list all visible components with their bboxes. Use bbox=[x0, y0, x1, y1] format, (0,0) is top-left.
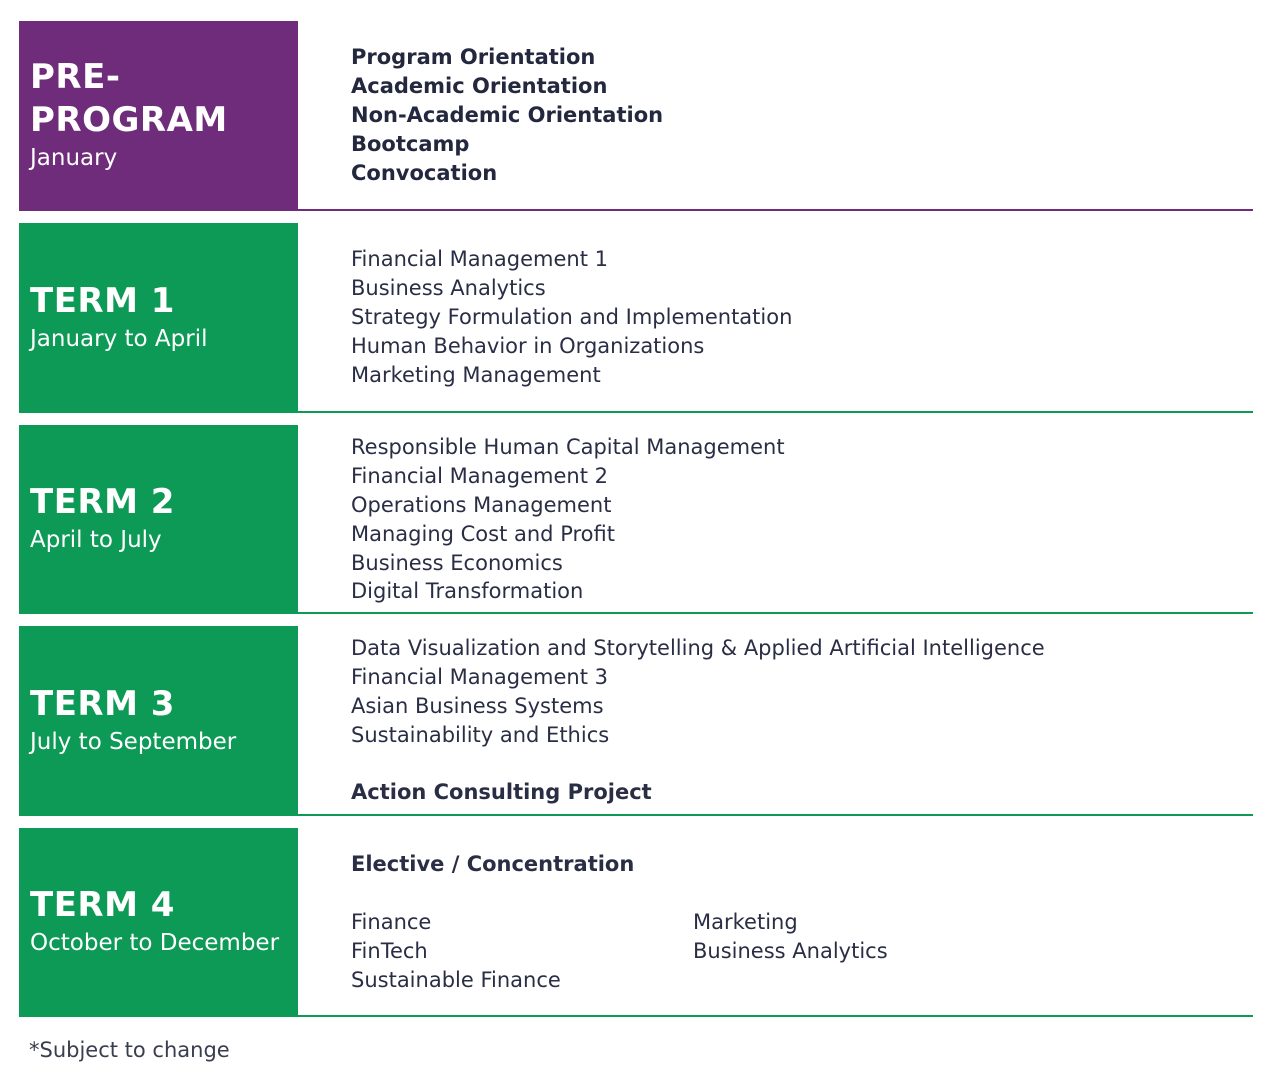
elective-item: Finance bbox=[351, 910, 432, 934]
term-2-courses bbox=[351, 425, 1253, 612]
pre-program-item: Convocation bbox=[351, 161, 498, 185]
pre-program-period: January bbox=[30, 145, 118, 171]
row-pre-program bbox=[19, 21, 1253, 211]
course-item: Operations Management bbox=[351, 493, 612, 517]
pre-program-title-line-1: PRE- bbox=[30, 57, 121, 97]
term-4-period: October to December bbox=[30, 930, 280, 956]
elective-item: Marketing bbox=[693, 910, 798, 934]
term-3-courses bbox=[351, 626, 1253, 814]
pre-program-item: Bootcamp bbox=[351, 132, 470, 156]
term-3-period: July to September bbox=[30, 728, 237, 755]
pre-program-title-line-2: PROGRAM bbox=[30, 100, 228, 140]
elective-heading: Elective / Concentration bbox=[351, 852, 635, 876]
course-item: Human Behavior in Organizations bbox=[351, 334, 705, 358]
row-term-3 bbox=[19, 626, 1253, 816]
action-consulting-project: Action Consulting Project bbox=[351, 780, 652, 804]
pre-program-item: Non-Academic Orientation bbox=[351, 103, 664, 127]
term-2-label-block bbox=[19, 425, 298, 612]
elective-item: FinTech bbox=[351, 939, 428, 963]
term-1-courses bbox=[351, 223, 1253, 411]
course-item: Business Analytics bbox=[351, 276, 546, 300]
term-4-label-block bbox=[19, 828, 298, 1015]
course-item: Financial Management 3 bbox=[351, 665, 609, 689]
course-item: Financial Management 1 bbox=[351, 247, 609, 271]
pre-program-item: Academic Orientation bbox=[351, 74, 608, 98]
term-3-label-block bbox=[19, 626, 298, 814]
term-3-title: TERM 3 bbox=[30, 683, 175, 724]
pre-program-item: Program Orientation bbox=[351, 45, 596, 69]
term-2-period: April to July bbox=[30, 527, 162, 553]
pre-program-label-block bbox=[19, 21, 298, 209]
course-item: Asian Business Systems bbox=[351, 694, 604, 718]
course-item: Managing Cost and Profit bbox=[351, 522, 615, 546]
elective-item: Sustainable Finance bbox=[351, 968, 561, 992]
course-item: Strategy Formulation and Implementation bbox=[351, 305, 793, 329]
row-term-2 bbox=[19, 425, 1253, 614]
course-item: Marketing Management bbox=[351, 363, 601, 387]
row-term-1 bbox=[19, 223, 1253, 413]
term-4-title: TERM 4 bbox=[30, 885, 175, 925]
term-1-title: TERM 1 bbox=[30, 280, 175, 321]
elective-item: Business Analytics bbox=[693, 939, 888, 963]
row-term-4 bbox=[19, 828, 1253, 1017]
course-item: Responsible Human Capital Management bbox=[351, 435, 785, 459]
course-item: Business Economics bbox=[351, 551, 563, 575]
pre-program-items bbox=[351, 21, 1253, 209]
term-1-period: January to April bbox=[30, 325, 208, 352]
term-1-label-block bbox=[19, 223, 298, 411]
course-item: Data Visualization and Storytelling & Applied Artificial Intelligence bbox=[351, 636, 1045, 660]
course-item: Sustainability and Ethics bbox=[351, 723, 610, 747]
term-2-title: TERM 2 bbox=[30, 482, 175, 522]
footnote: *Subject to change bbox=[29, 1038, 230, 1062]
course-item: Digital Transformation bbox=[351, 579, 584, 603]
term-4-electives bbox=[351, 828, 1253, 1015]
pre-program-title bbox=[30, 56, 298, 142]
course-item: Financial Management 2 bbox=[351, 464, 609, 488]
